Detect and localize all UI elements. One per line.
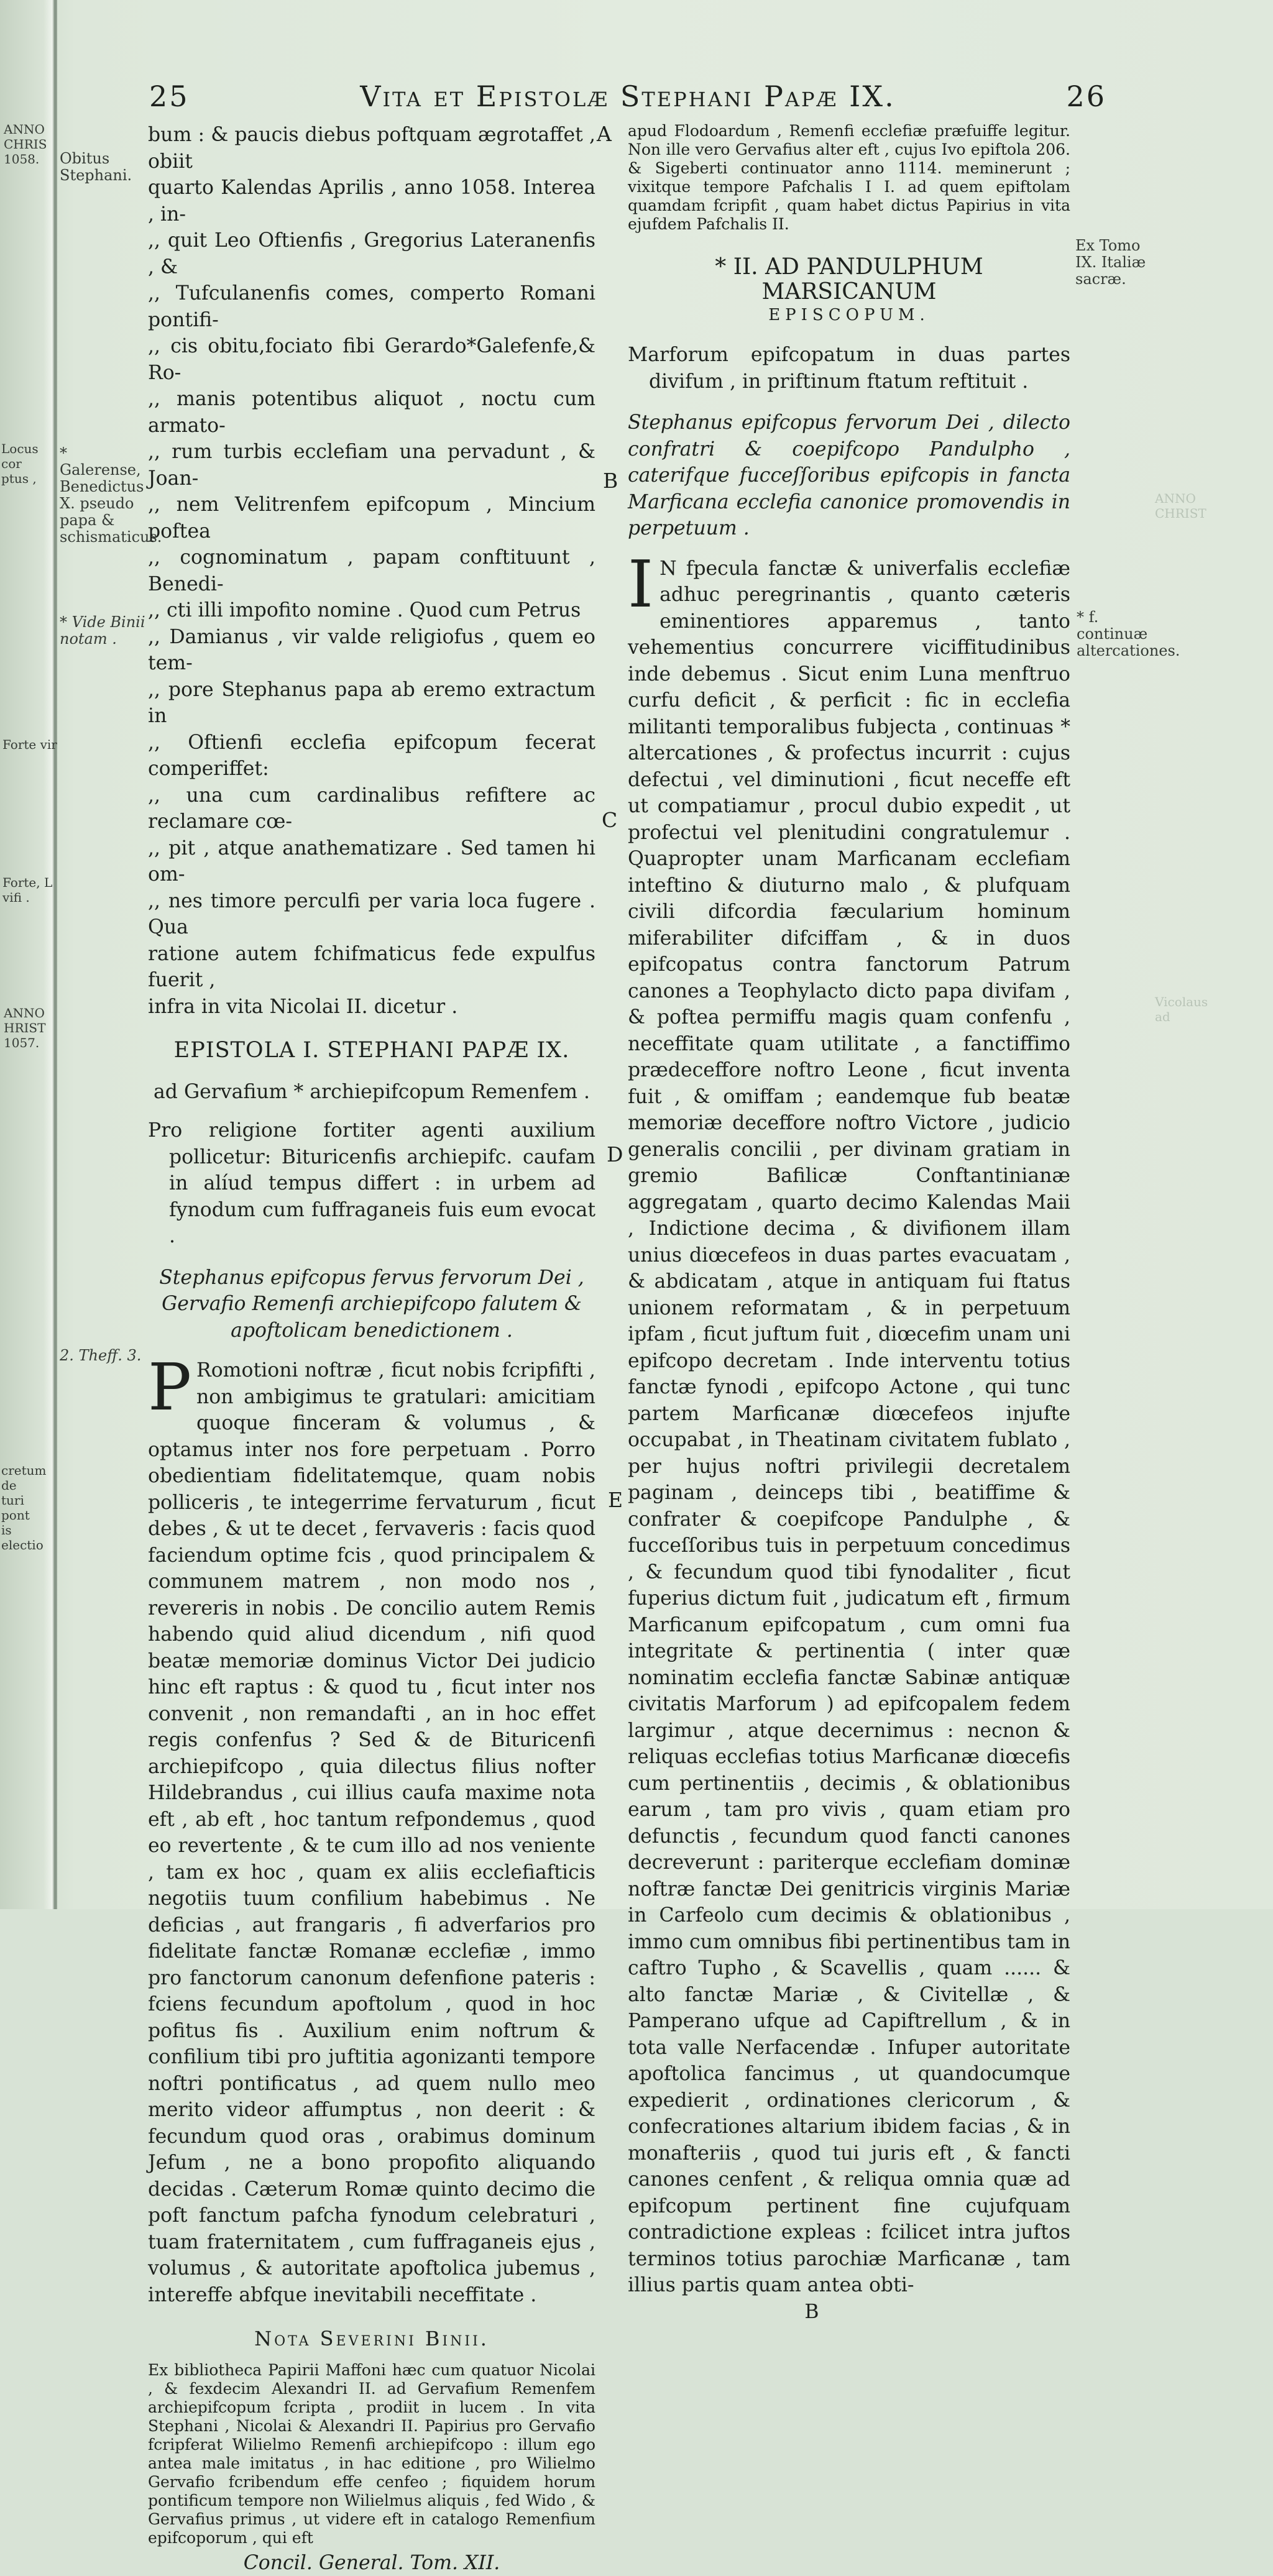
edge-text: 1058. [4, 152, 56, 167]
epistola-summary: Pro religione fortiter agenti auxilium pollicetur: Bituricenfis archiepifc. caufam in alíud tempus differt : in urbem ad fynodum cum fuffraganeis fuis eum evocat . [148, 1117, 595, 1250]
edge-text: ANNO [4, 122, 56, 137]
nota-continuation: apud Flodoardum , Remenfi ecclefiæ præfuiffe legitur. Non ille vero Gervafius alter eft , cujus Ivo epiftola 206. & Sigeberti continuator anno 1114. meminerunt ; vixitque tempore Pafchalis I I. ad quem epiftolam quamdam fcripfit , quam habet dictus Papirius in vita ejufdem Pafchalis II. [628, 122, 1070, 234]
signature-mark-right: B [628, 2299, 1070, 2326]
epistola-ii-salutation: Stephanus epifcopus fervorum Dei , dilecto confratri & coepifcopo Pandulpho , caterifque fucceſſoribus epifcopis in fancta Marficana ecclefia canonice promovendis in perpetuum . [628, 410, 1070, 542]
edge-text: CHRIST [1155, 506, 1248, 521]
epistola-body [148, 1357, 595, 2308]
edge-text: is electio [1, 1523, 56, 1552]
section-letter-d: D [607, 1142, 623, 1167]
text-line: ,, cis obitu,fociato fibi Gerardo*Galefenfe,& Ro- [148, 333, 595, 386]
epistola-ii-body [628, 556, 1070, 2299]
page-number-left: 25 [149, 80, 190, 113]
nota-body: Ex bibliotheca Papirii Maffoni hæc cum quatuor Nicolai , & fexdecim Alexandri II. ad Gervafium Remenfem archiepifcopum fcripta , prodiit in lucem . In vita Stephani , Nicolai & Alexandri II. Papirius pro Gervafio fcripferat Wilielmo Remenfi archiepifcopo : illum ego antea male imitatus , in hac editione , pro Wilielmo Gervafio fcribendum effe cenfeo ; fiquidem horum pontificum tempore non Wilielmus aliquis , fed Wido , & Gervafius primus , ut videre eft in catalogo Remenfium epifcoporum , qui eft [148, 2361, 595, 2547]
page-title: Vita et Epistolæ Stephani Papæ IX. [149, 80, 1106, 113]
margin-note-thess: 2. Theff. 3. [60, 1347, 147, 1364]
text-line: ,, cti illi impofito nomine . Quod cum Petrus [148, 597, 595, 624]
epistola-salutation: Stephanus epifcopus fervus fervorum Dei , Gervafio Remenfi archiepifcopo falutem & apoftolicam benedictionem . [148, 1265, 595, 1344]
book-spine [0, 0, 57, 1909]
epistola-ii-body-text: N fpecula fanctæ & univerfalis ecclefiæ adhuc peregrinantis , quanto cæteris eminentiores apparemus , tanto vehementius concurrere viciffitudinibus inde debemus . Sicut enim Luna menftruo curfu deficit , & perficit : fic in ecclefia militanti temporalibus fubjecta , continuas * altercationes , & profectus incurrit : cujus defectui , vel diminutioni , ficut neceffe eft ut compatiamur , procul dubio expedit , ut profectui vel plenitudini congratulemur . Quapropter unam Marficanam ecclefiam inteftino & diuturno malo , & plufquam civili difcordia fæcularium hominum miferabiliter difciffam , & in duos epifcopatus contra fanctorum Patrum canones a Teophylacto dicto papa divifam , & poftea permiffu magis quam confenfu , neceffitate quam utilitate , a fanctiffimo prædeceffore noftro Leone , ficut inventa fuit , & omiffam ; eandemque fub beatæ memoriæ deceffore noftro Victore , judicio generalis concilii , per divinam gratiam in gremio Bafilicæ Conftantinianæ aggregatam , quarto decimo Kalendas Maii , Indictione decima , & divifionem illam unius diœcefeos in duas partes evacuatam , & abdicatam , atque in antiquam fui ftatus unionem reformatam , & in perpetuum ipfam , ficut juftum fuit , diœcefim unam uni epifcopo decretam . Inde interventu totius fanctæ fynodi , epifcopo Actone , qui tunc partem Marficanæ diœcefeos injufte occupabat , in Theatinam civitatem fublato , per hujus noftri privilegii decretalem paginam , deinceps tibi , beatiffime & confrater & coepifcope Pandulphe , & fucceſſoribus tuis in perpetuum concedimus , & fecundum quod tibi fynodaliter , ficut fuperius dictum fuit , judicatum eft , firmum Marficanum epifcopatum , cum omni fua integritate & pertinentia ( inter quæ nominatim ecclefia fanctæ Sabinæ antiquæ civitatis Marforum ) ad epifcopalem fedem largimur , atque decernimus : necnon & reliquas ecclefias totius Marficanæ diœcefis cum pertinentiis , decimis , & oblationibus earum , tam pro vivis , quam etiam pro defunctis , fecundum quod fancti canones decreverunt : pariterque ecclefiam dominæ noftræ fanctæ Dei genitricis virginis Mariæ in Carfeolo cum decimis & oblationibus , immo cum omnibus fibi pertinentibus tam in caftro Tupho , & Scavellis , quam ...... & alto fanctæ Mariæ , & Civitellæ , & Pamperano ufque ad Capiftrellum , & in tota valle Nerfacendæ . Infuper autoritate apoftolica fancimus , ut quandocumque expedierit , ordinationes clericorum , & confecrationes altarium ibidem facias , & in monafteriis , quod tui juris eft , & fancti canones cenfent , & reliqua omnia quæ ad epifcopum pertinent fine cujufquam contradictione expleas : fcilicet intra juftos terminos totius parochiæ Marficanæ , tam illius partis quam antea obti- [628, 557, 1070, 2297]
left-edge-annotation-decretum [1, 1463, 56, 1552]
text-line: ,, quit Leo Oftienfis , Gregorius Lateranenfis , & [148, 227, 595, 280]
text-line: ,, nes timore perculfi per varia loca fugere . Qua [148, 888, 595, 941]
edge-text: vifi . [2, 890, 57, 905]
margin-note-continuae: * f. continuæ altercationes. [1077, 609, 1157, 659]
left-edge-annotation-locus [1, 441, 56, 486]
epistola-addressee: ad Gervafium * archiepifcopum Remenfem . [148, 1079, 595, 1106]
text-line: ,, pore Stephanus papa ab eremo extractum in [148, 677, 595, 730]
epistola-ii-summary: Marforum epifcopatum in duas partes divifum , in priftinum ftatum reftituit . [628, 342, 1070, 395]
right-column [628, 122, 1070, 2325]
epistola-body-text: Romotioni noftræ , ficut nobis fcripfifti , non ambigimus te gratulari: amicitiam quoque finceram & volumus , & optamus inter nos fore perpetuam . Porro obedientiam fidelitatemque, quam nobis polliceris , te integerrime fervaturum , ficut debes , & ut te decet , fervaveris : facis quod faciendum optime fcis , quod principalem & communem matrem , non modo nos , revereris in nobis . De concilio autem Remis habendo quid aliud dicendum , nifi quod beatæ memoriæ dominus Victor Dei judicio hinc eft raptus : & quod tu , ficut inter nos convenit , non remandafti , an in hoc effet regis confenfus ? Sed & de Bituricenfi archiepifcopo , quia dilectus filius nofter Hildebrandus , cui illius caufa maxime nota eft , ab eft , hoc tantum refpondemus , quod eo revertente , & te cum illo ad nos veniente , tam ex hoc , quam ex aliis ecclefiafticis negotiis tuum confilium habebimus . Ne deficias , aut frangaris , fi adverfarios pro fidelitate fanctæ Romanæ ecclefiæ , immo pro fanctorum canonum defenfione pateris : fciens fecundum apoftolum , quod in hoc pofitus fis . Auxilium enim noftrum & confilium tibi pro juftitia agonizanti tempore noftri pontificatus , ad quem nullo meo merito videor affumptus , non deerit : & fecundum quod oras , orabimus dominum Jefum , ne a bono propofito aliquando decidas . Cæterum Romæ quinto decimo die poft fanctum pafcha fynodum celebraturi , tuam fraternitatem , cum fuffraganeis ejus , volumus , & autoritate apoftolica jubemus , intereffe abfque inevitabili neceffitate . [148, 1359, 595, 2306]
epistola-ii-heading: * II. AD PANDULPHUM MARSICANUM [628, 255, 1070, 305]
section-letter-a: A [597, 122, 612, 146]
edge-text: ANNO [4, 1006, 56, 1020]
text-line: ,, nem Velitrenfem epifcopum , Mincium poftea [148, 492, 595, 544]
margin-note-galerense: * Galerense, Benedictus X. pseudo papa & schismaticus. [60, 445, 147, 546]
section-letter-c: C [602, 808, 617, 832]
edge-text: ptus , [1, 471, 56, 486]
text-line: ,, Damianus , vir valde religiofus , quem eo tem- [148, 624, 595, 677]
edge-text: turi pont [1, 1493, 56, 1523]
text-line: ratione autem fchifmaticus fede expulfus fuerit , [148, 941, 595, 994]
text-line: ,, cognominatum , papam conftituunt , Benedi- [148, 544, 595, 597]
text-line: ,, Oftienfi ecclefia epifcopum fecerat comperiffet: [148, 730, 595, 782]
edge-text: 1057. [4, 1035, 56, 1050]
edge-text: cretum de [1, 1463, 56, 1493]
edge-text: Vicolaus [1155, 994, 1248, 1009]
right-edge-faint-anno [1155, 491, 1248, 521]
left-edge-annotation-forte: Forte vir [2, 737, 57, 752]
edge-text: Forte, L [2, 875, 57, 890]
page-number-right: 26 [1066, 80, 1106, 113]
epistola-ii-subheading: EPISCOPUM. [628, 305, 1070, 326]
section-letter-b: B [603, 469, 618, 493]
text-line: ,, Tufculanenfis comes, comperto Romani pontifi- [148, 280, 595, 333]
opening-passage [148, 122, 595, 1020]
text-line: ,, una cum cardinalibus refiftere ac reclamare cœ- [148, 782, 595, 835]
drop-cap: P [148, 1361, 191, 1413]
signature-mark-left: Concil. General. Tom. XII. [148, 2550, 595, 2576]
edge-text: ad [1155, 1009, 1248, 1024]
left-column [148, 122, 595, 2576]
left-edge-annotation-anno [4, 122, 56, 167]
section-letter-e: E [608, 1488, 623, 1512]
text-line: ,, pit , atque anathematizare . Sed tamen hi om- [148, 835, 595, 888]
edge-text: CHRIS [4, 137, 56, 152]
margin-note-ex-tomo: Ex Tomo IX. Italiæ sacræ. [1075, 237, 1156, 288]
margin-note-vide-binii: * Vide Binii notam . [60, 614, 147, 648]
text-line: bum : & paucis diebus poftquam ægrotaffet , obiit [148, 122, 595, 175]
nota-heading: Nota Severini Binii. [148, 2326, 595, 2352]
left-edge-annotation-forte-l [2, 875, 57, 905]
text-line: infra in vita Nicolai II. dicetur . [148, 994, 595, 1020]
text-line: quarto Kalendas Aprilis , anno 1058. Interea , in- [148, 175, 595, 227]
epistola-heading: EPISTOLA I. STEPHANI PAPÆ IX. [148, 1037, 595, 1064]
text-line: ,, manis potentibus aliquot , noctu cum armato- [148, 386, 595, 439]
left-edge-annotation-anno-2 [4, 1006, 56, 1050]
edge-text: ANNO [1155, 491, 1248, 506]
text-line: ,, rum turbis ecclefiam una pervadunt , & Joan- [148, 439, 595, 492]
right-edge-faint-vicolaus [1155, 994, 1248, 1024]
drop-cap: I [628, 558, 653, 610]
edge-text: HRIST [4, 1020, 56, 1035]
edge-text: Locus cor [1, 441, 56, 471]
running-head [149, 80, 1106, 117]
margin-note-obitus: Obitus Stephani. [60, 150, 139, 184]
